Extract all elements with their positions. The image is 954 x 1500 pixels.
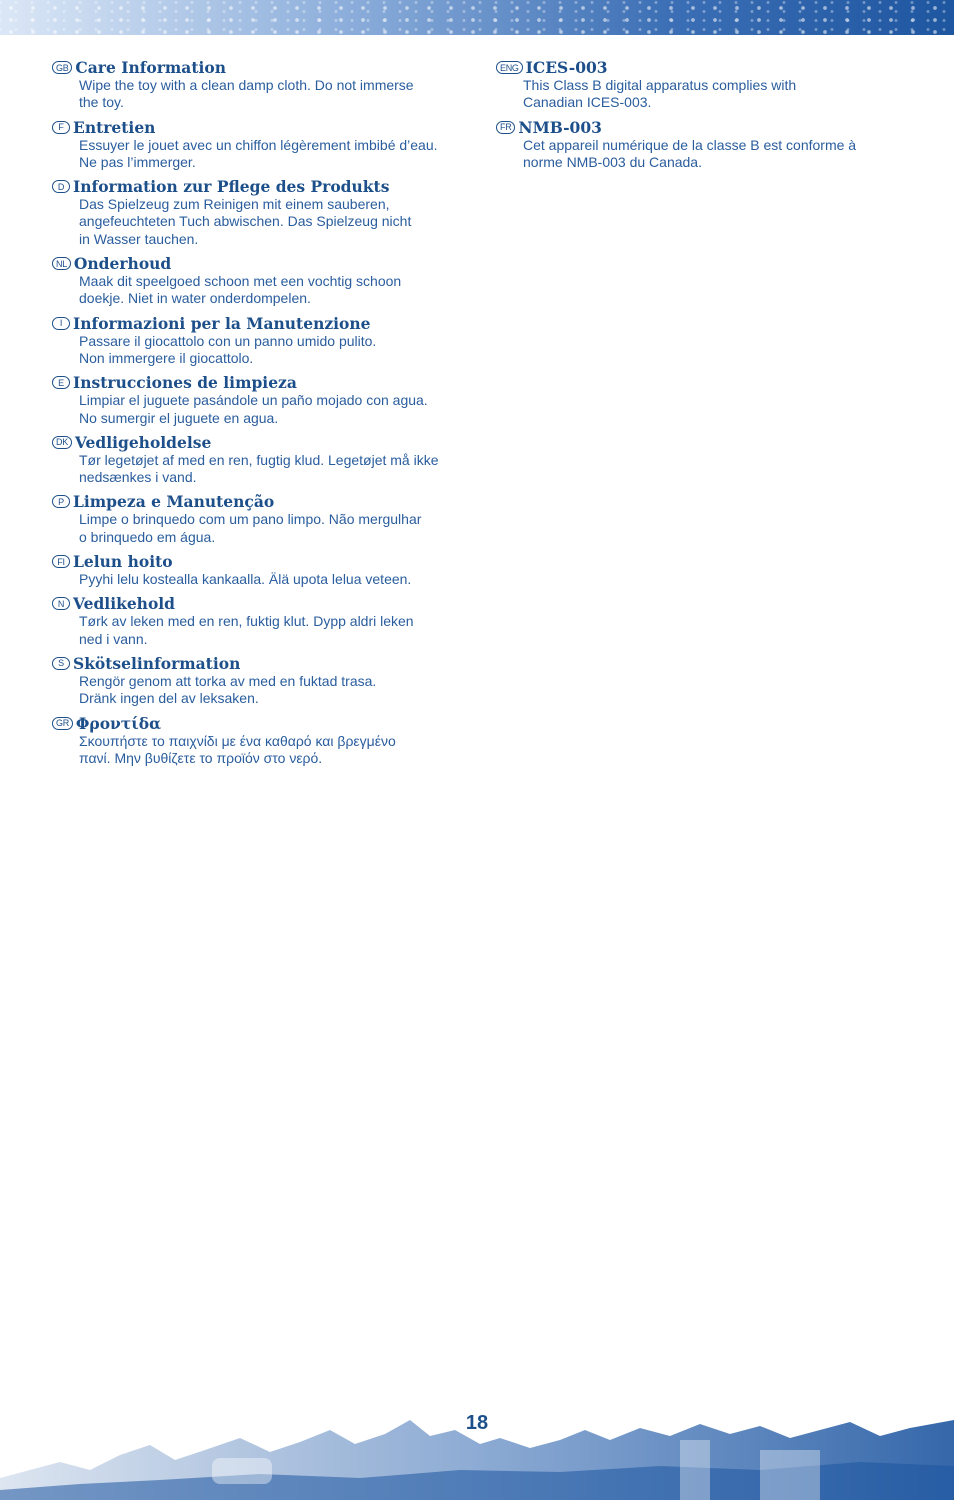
section-heading [52, 492, 462, 511]
language-badge: N [52, 597, 70, 610]
body-line: Dränk ingen del av leksaken. [79, 690, 259, 707]
body-line: in Wasser tauchen. [79, 230, 199, 247]
section-p [52, 492, 462, 546]
page-number: 18 [465, 1412, 489, 1434]
decorative-landscape-illustration [0, 1400, 954, 1500]
body-line: ned i vann. [79, 630, 148, 647]
decorative-top-band [0, 0, 954, 35]
section-body [79, 452, 462, 487]
section-body [79, 392, 462, 427]
section-d [52, 177, 462, 248]
language-badge: NL [52, 257, 71, 270]
section-body [79, 673, 462, 708]
section-heading [52, 254, 462, 273]
section-heading [52, 118, 462, 137]
section-title: Skötselinformation [73, 653, 241, 673]
section-heading [52, 654, 462, 673]
section-body [79, 333, 462, 368]
section-body [523, 137, 916, 172]
body-line: Limpe o brinquedo com um pano limpo. Não mergulhar [79, 511, 422, 528]
body-line: o brinquedo em água. [79, 528, 216, 545]
body-line: Σκουπήστε το παιχνίδι με ένα καθαρό και βρεγμένο [79, 732, 396, 749]
section-title: Instrucciones de limpieza [73, 373, 297, 393]
language-badge: E [52, 376, 70, 389]
section-title: NMB-003 [518, 117, 602, 137]
body-line: No sumergir el juguete en agua. [79, 409, 279, 426]
language-badge: GR [52, 717, 73, 730]
language-badge: FI [52, 555, 70, 568]
section-heading [52, 58, 462, 77]
compliance-column [496, 58, 916, 177]
section-body [79, 273, 462, 308]
section-s [52, 654, 462, 708]
section-heading [52, 714, 462, 733]
language-badge: GB [52, 61, 72, 74]
language-badge: D [52, 180, 70, 193]
body-line: Cet appareil numérique de la classe B est conforme à [523, 136, 857, 153]
body-line: Canadian ICES-003. [523, 94, 652, 111]
section-body [79, 511, 462, 546]
language-badge: S [52, 657, 70, 670]
section-heading [52, 552, 462, 571]
body-line: Essuyer le jouet avec un chiffon légèrement imbibé d’eau. [79, 136, 438, 153]
body-line: Wipe the toy with a clean damp cloth. Do not immerse [79, 77, 414, 93]
body-line: norme NMB-003 du Canada. [523, 153, 702, 170]
section-dk [52, 433, 462, 487]
body-line: doekje. Niet in water onderdompelen. [79, 290, 311, 307]
body-line: Non immergere il giocattolo. [79, 349, 254, 366]
section-title: Lelun hoito [73, 552, 173, 572]
body-line: nedsænkes i vand. [79, 469, 197, 486]
body-line: Limpiar el juguete pasándole un paño mojado con agua. [79, 392, 428, 409]
section-heading [52, 373, 462, 392]
section-title: Φροντίδα [75, 713, 162, 733]
section-body [79, 571, 462, 588]
language-badge: FR [496, 121, 515, 134]
section-body [79, 77, 462, 112]
body-line: the toy. [79, 94, 124, 111]
section-fr [496, 118, 916, 172]
section-heading [496, 118, 916, 137]
section-title: Information zur Pflege des Produkts [73, 177, 390, 197]
section-heading [52, 177, 462, 196]
section-title: Entretien [73, 117, 156, 137]
section-eng [496, 58, 916, 112]
language-badge: ENG [496, 61, 523, 74]
body-line: This Class B digital apparatus complies with [523, 77, 797, 93]
section-title: Onderhoud [73, 254, 172, 274]
section-heading [52, 433, 462, 452]
language-badge: I [52, 317, 70, 330]
body-line: Pyyhi lelu kostealla kankaalla. Älä upota lelua veteen. [79, 571, 412, 588]
section-title: Vedlikehold [73, 594, 176, 614]
language-badge: F [52, 121, 70, 134]
care-information-column [52, 58, 462, 773]
body-line: Tørk av leken med en ren, fuktig klut. Dypp aldri leken [79, 613, 414, 630]
body-line: Das Spielzeug zum Reinigen mit einem sauberen, [79, 196, 390, 213]
body-line: Rengör genom att torka av med en fuktad trasa. [79, 672, 377, 689]
body-line: Passare il giocattolo con un panno umido pulito. [79, 332, 377, 349]
section-body [79, 733, 462, 768]
body-line: angefeuchteten Tuch abwischen. Das Spielzeug nicht [79, 213, 412, 230]
section-e [52, 373, 462, 427]
section-heading [52, 594, 462, 613]
section-title: Limpeza e Manutenção [73, 492, 275, 512]
language-badge: P [52, 495, 70, 508]
body-line: Maak dit speelgoed schoon met een vochtig schoon [79, 273, 402, 290]
section-gb [52, 58, 462, 112]
section-fi [52, 552, 462, 588]
section-body [523, 77, 916, 112]
body-line: Ne pas l’immerger. [79, 153, 196, 170]
section-f [52, 118, 462, 172]
section-title: Informazioni per la Manutenzione [73, 313, 371, 333]
section-body [79, 196, 462, 248]
section-nl [52, 254, 462, 308]
section-title: Care Information [75, 58, 227, 77]
section-heading [52, 314, 462, 333]
section-n [52, 594, 462, 648]
section-i [52, 314, 462, 368]
section-heading [496, 58, 916, 77]
section-body [79, 137, 462, 172]
language-badge: DK [52, 436, 72, 449]
body-line: Tør legetøjet af med en ren, fugtig klud. Legetøjet må ikke [79, 451, 439, 468]
section-title: Vedligeholdelse [74, 432, 212, 452]
section-body [79, 613, 462, 648]
body-line: πανί. Μην βυθίζετε το προϊόν στο νερό. [79, 749, 323, 766]
section-gr [52, 714, 462, 768]
section-title: ICES-003 [525, 58, 608, 77]
